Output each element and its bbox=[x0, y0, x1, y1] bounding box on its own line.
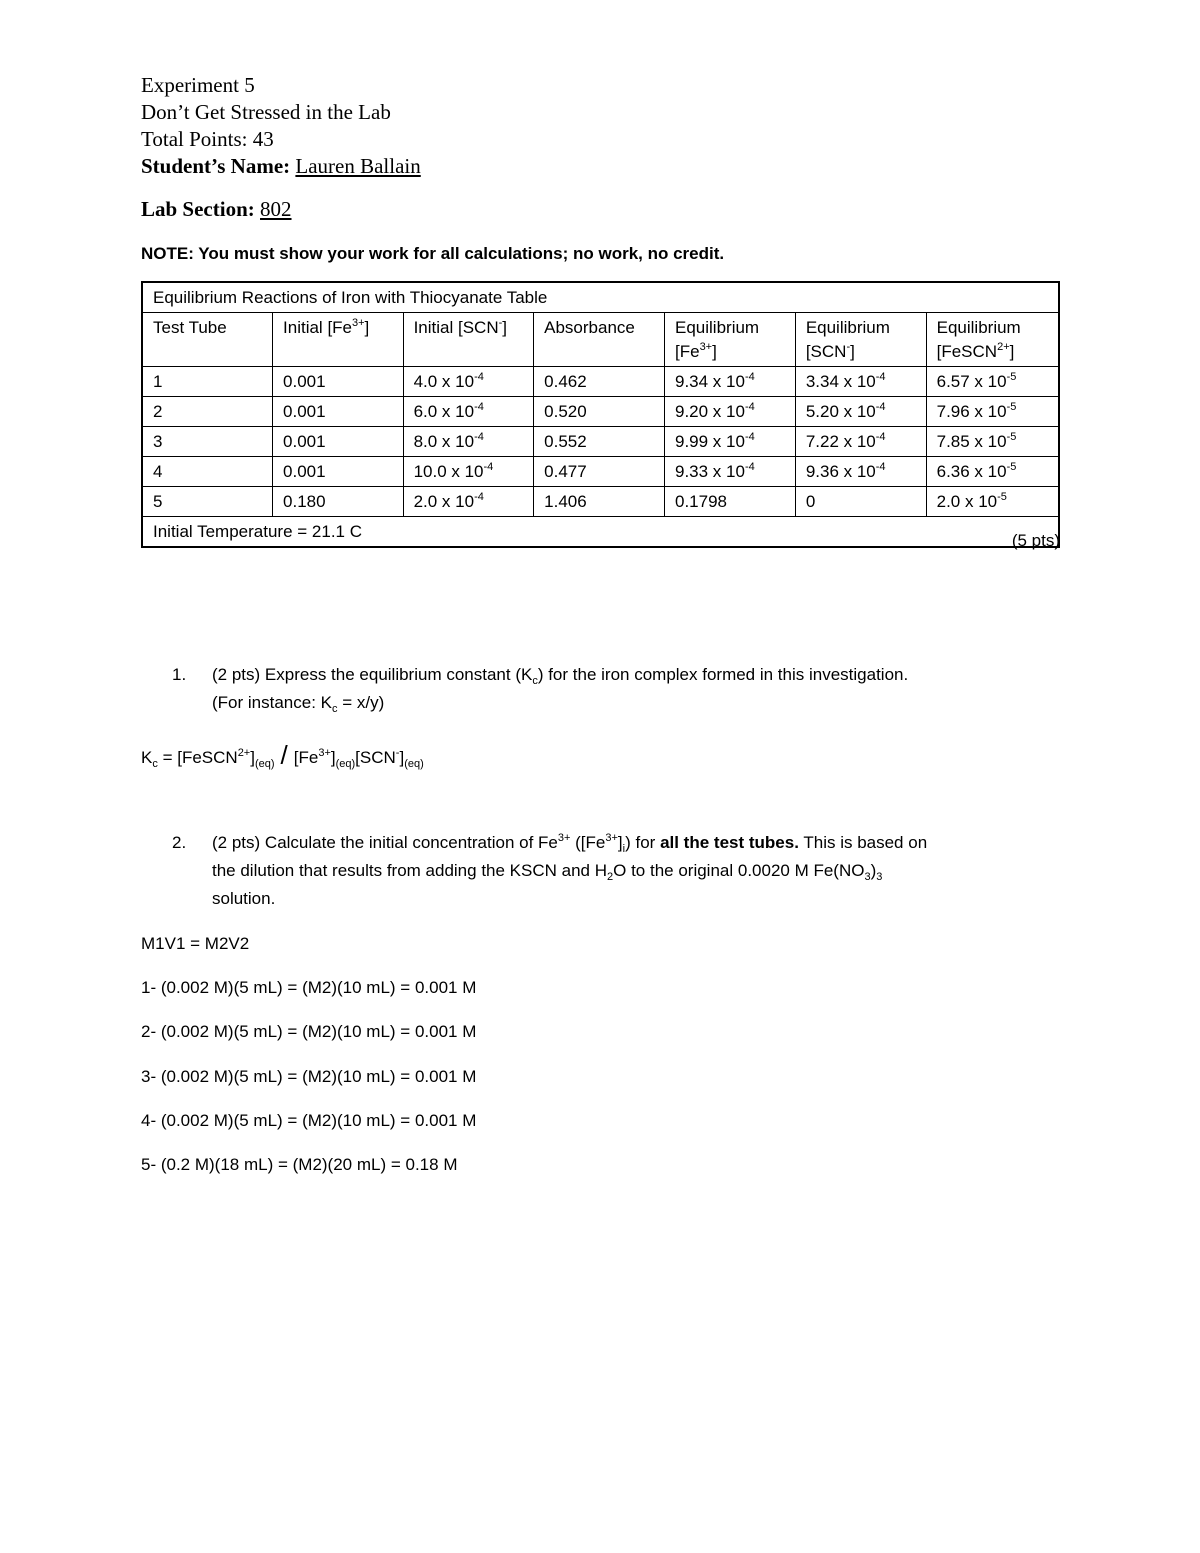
question-2-number: 2. bbox=[172, 833, 187, 852]
cell-eq-fe: 9.20 x $10^{-4}$ bbox=[665, 397, 796, 427]
total-points: Total Points: 43 bbox=[141, 127, 274, 151]
col-eq-fescn: Equilibrium [FeSCN$^{2+}$] bbox=[926, 313, 1059, 367]
student-name-label: Student’s Name: bbox=[141, 154, 291, 178]
table-footer: Initial Temperature = 21.1 C bbox=[142, 517, 1059, 548]
work-line-2: 2- (0.002 M)(5 mL) = (M2)(10 mL) = 0.001 M bbox=[141, 1022, 477, 1041]
cell-eq-scn: 3.34 x $10^{-4}$ bbox=[795, 367, 926, 397]
cell-absorbance: 0.552 bbox=[534, 427, 665, 457]
lab-section-line bbox=[141, 196, 292, 223]
work-formula: M1V1 = M2V2 bbox=[141, 934, 250, 953]
table-title: Equilibrium Reactions of Iron with Thiocyanate Table bbox=[142, 282, 1059, 313]
student-name-value: Lauren Ballain bbox=[295, 154, 421, 178]
cell-eq-scn: 9.36 x $10^{-4}$ bbox=[795, 457, 926, 487]
table-points: (5 pts) bbox=[1011, 531, 1060, 550]
col-eq-scn: Equilibrium [SCN-] bbox=[795, 313, 926, 367]
cell-eq-fescn: 6.57 x $10^{-5}$ bbox=[926, 367, 1059, 397]
table-row bbox=[142, 397, 1059, 427]
equilibrium-table bbox=[141, 281, 1060, 548]
cell-tube: 1 bbox=[142, 367, 273, 397]
cell-initial-fe: 0.001 bbox=[273, 427, 404, 457]
cell-eq-fescn: 2.0 x $10^{-5}$ bbox=[926, 487, 1059, 517]
cell-initial-fe: 0.001 bbox=[273, 457, 404, 487]
col-absorbance: Absorbance bbox=[534, 313, 665, 367]
cell-eq-scn: 7.22 x $10^{-4}$ bbox=[795, 427, 926, 457]
experiment-title: Experiment 5 bbox=[141, 73, 255, 97]
answer-1-equation: $K_c$ = $[FeSCN^{2+}]_{(eq)} / [Fe^{3+}]_{(eq)}[SCN^-]_{(eq)}$ bbox=[141, 740, 424, 770]
cell-initial-scn: 10.0 x $10^{-4}$ bbox=[403, 457, 534, 487]
work-line-4: 4- (0.002 M)(5 mL) = (M2)(10 mL) = 0.001 M bbox=[141, 1111, 477, 1130]
col-initial-fe: Initial $[Fe^{3+}]$ bbox=[273, 313, 404, 367]
cell-eq-fescn: 7.96 x $10^{-5}$ bbox=[926, 397, 1059, 427]
question-1 bbox=[172, 661, 1052, 721]
cell-initial-scn: 4.0 x $10^{-4}$ bbox=[403, 367, 534, 397]
note-text: NOTE: You must show your work for all calculations; no work, no credit. bbox=[141, 244, 725, 263]
work-line-1: 1- (0.002 M)(5 mL) = (M2)(10 mL) = 0.001 M bbox=[141, 978, 477, 997]
question-2 bbox=[172, 829, 1052, 919]
cell-eq-scn: 5.20 x $10^{-4}$ bbox=[795, 397, 926, 427]
cell-absorbance: 1.406 bbox=[534, 487, 665, 517]
cell-eq-fe: 9.99 x $10^{-4}$ bbox=[665, 427, 796, 457]
cell-initial-fe: 0.001 bbox=[273, 367, 404, 397]
cell-initial-fe: 0.180 bbox=[273, 487, 404, 517]
cell-eq-fe: 9.34 x $10^{-4}$ bbox=[665, 367, 796, 397]
col-test-tube: Test Tube bbox=[142, 313, 273, 367]
cell-tube: 3 bbox=[142, 427, 273, 457]
cell-absorbance: 0.477 bbox=[534, 457, 665, 487]
table-row bbox=[142, 367, 1059, 397]
table-row bbox=[142, 457, 1059, 487]
cell-initial-scn: 6.0 x $10^{-4}$ bbox=[403, 397, 534, 427]
work-line-5: 5- (0.2 M)(18 mL) = (M2)(20 mL) = 0.18 M bbox=[141, 1155, 458, 1174]
lab-section-label: Lab Section: bbox=[141, 197, 255, 221]
cell-absorbance: 0.462 bbox=[534, 367, 665, 397]
work-line-3: 3- (0.002 M)(5 mL) = (M2)(10 mL) = 0.001 M bbox=[141, 1067, 477, 1086]
cell-eq-fe: 0.1798 bbox=[665, 487, 796, 517]
cell-eq-fe: 9.33 x $10^{-4}$ bbox=[665, 457, 796, 487]
cell-eq-fescn: 6.36 x $10^{-5}$ bbox=[926, 457, 1059, 487]
student-name-line bbox=[141, 153, 421, 180]
cell-tube: 2 bbox=[142, 397, 273, 427]
question-2-text: (2 pts) Calculate the initial concentration of $Fe^{3+}$ $([Fe^{3+}]_i)$ for all the test tubes. This is based on the dilution that results from adding the KSCN and $H_2O$ to the original 0.0020 M $Fe(NO_3)_3$ solution. bbox=[212, 832, 928, 908]
cell-tube: 4 bbox=[142, 457, 273, 487]
cell-initial-scn: 2.0 x $10^{-4}$ bbox=[403, 487, 534, 517]
cell-eq-fescn: 7.85 x $10^{-5}$ bbox=[926, 427, 1059, 457]
cell-tube: 5 bbox=[142, 487, 273, 517]
experiment-subtitle: Don’t Get Stressed in the Lab bbox=[141, 100, 391, 124]
cell-initial-scn: 8.0 x $10^{-4}$ bbox=[403, 427, 534, 457]
table-header-row bbox=[142, 313, 1059, 367]
cell-initial-fe: 0.001 bbox=[273, 397, 404, 427]
question-1-number: 1. bbox=[172, 665, 187, 684]
col-initial-scn: Initial [SCN-] bbox=[403, 313, 534, 367]
table-row bbox=[142, 427, 1059, 457]
lab-section-value: 802 bbox=[260, 197, 292, 221]
cell-absorbance: 0.520 bbox=[534, 397, 665, 427]
table-row bbox=[142, 487, 1059, 517]
col-eq-fe: Equilibrium $[Fe^{3+}]$ bbox=[665, 313, 796, 367]
cell-eq-scn: 0 bbox=[795, 487, 926, 517]
question-1-text: (2 pts) Express the equilibrium constant $(K_c)$ for the iron complex formed in this investigation. (For instance: $K_c = x/y$) bbox=[212, 665, 909, 715]
